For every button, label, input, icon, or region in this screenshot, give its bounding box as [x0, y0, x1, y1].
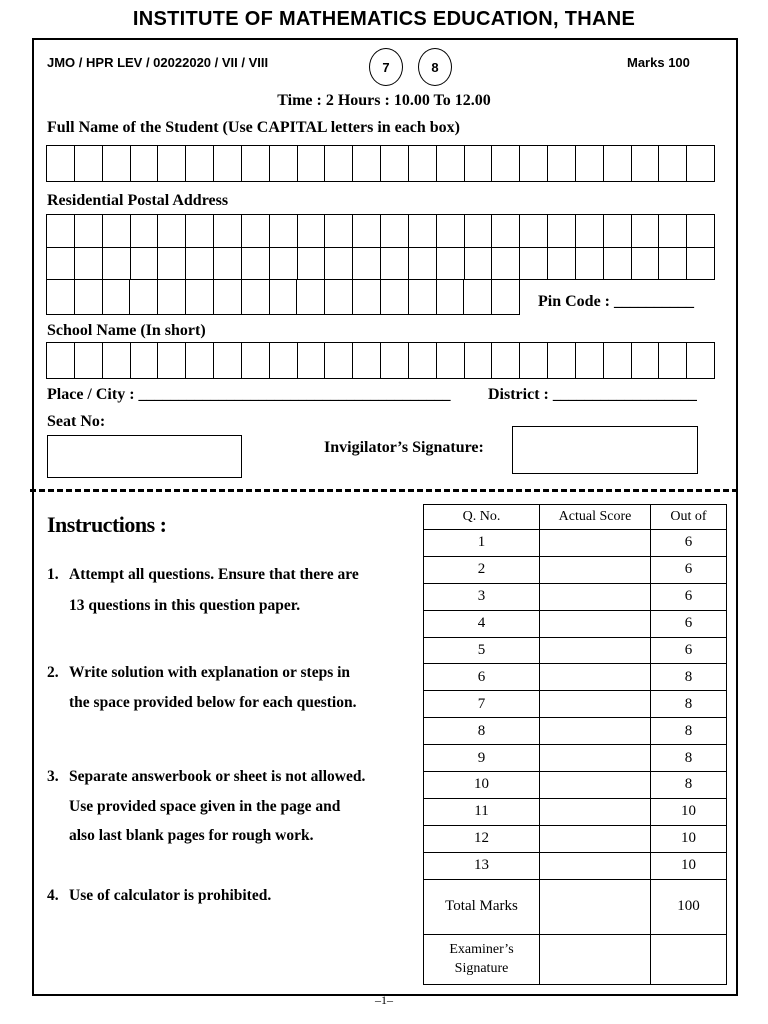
letter-box[interactable] [465, 146, 493, 182]
actual-score-cell[interactable] [540, 745, 651, 772]
actual-score-cell[interactable] [540, 852, 651, 879]
out-of-cell: 10 [651, 825, 727, 852]
letter-box[interactable] [548, 146, 576, 182]
letter-box[interactable] [214, 248, 242, 281]
out-of-cell: 6 [651, 556, 727, 583]
letter-box[interactable] [353, 248, 381, 281]
letter-box[interactable] [325, 343, 353, 379]
letter-box[interactable] [325, 146, 353, 182]
actual-score-cell[interactable] [540, 825, 651, 852]
letter-box[interactable] [270, 343, 298, 379]
table-row [424, 556, 727, 583]
instruction-1-line-1: Attempt all questions. Ensure that there are [69, 566, 359, 583]
letter-box[interactable] [270, 146, 298, 182]
letter-box[interactable] [548, 343, 576, 379]
letter-box[interactable] [242, 248, 270, 281]
q-no-cell: 13 [424, 852, 540, 879]
letter-box[interactable] [186, 146, 214, 182]
instruction-3-line-2: Use provided space given in the page and [69, 798, 341, 815]
letter-box[interactable] [47, 248, 75, 281]
letter-box[interactable] [158, 146, 186, 182]
letter-box[interactable] [437, 146, 465, 182]
q-no-cell: 2 [424, 556, 540, 583]
q-no-cell: 6 [424, 664, 540, 691]
examiner-label-line-1: Examiner’s [449, 942, 514, 958]
table-row [424, 691, 727, 718]
institute-title: INSTITUTE OF MATHEMATICS EDUCATION, THANE [132, 8, 636, 30]
letter-box[interactable] [270, 280, 298, 315]
letter-box[interactable] [492, 248, 520, 281]
letter-box[interactable] [381, 248, 409, 281]
letter-box[interactable] [298, 215, 326, 248]
std-circle-7: 7 [369, 48, 403, 86]
letter-box[interactable] [270, 215, 298, 248]
letter-box[interactable] [687, 343, 715, 379]
letter-box[interactable] [465, 343, 493, 379]
table-row [424, 852, 727, 879]
letter-box[interactable] [659, 343, 687, 379]
pin-code-field[interactable]: Pin Code : __________ [538, 293, 694, 310]
letter-box[interactable] [130, 280, 158, 315]
out-of-cell: 8 [651, 691, 727, 718]
letter-box[interactable] [103, 248, 131, 281]
instruction-3-line-1: Separate answerbook or sheet is not allowed. [69, 768, 366, 785]
letter-box[interactable] [687, 215, 715, 248]
letter-box[interactable] [381, 343, 409, 379]
letter-box[interactable] [576, 146, 604, 182]
letter-box[interactable] [604, 146, 632, 182]
letter-box[interactable] [298, 343, 326, 379]
examiner-row [424, 934, 727, 984]
letter-box[interactable] [131, 146, 159, 182]
out-of-cell: 6 [651, 610, 727, 637]
letter-box[interactable] [687, 248, 715, 281]
out-of-cell: 6 [651, 530, 727, 557]
out-of-cell: 8 [651, 718, 727, 745]
letter-box[interactable] [548, 248, 576, 281]
examiner-label-line-2: Signature [454, 961, 509, 977]
letter-box[interactable] [47, 343, 75, 379]
score-table [423, 504, 727, 985]
q-no-cell: 7 [424, 691, 540, 718]
table-row [424, 718, 727, 745]
letter-box[interactable] [353, 343, 381, 379]
letter-box[interactable] [632, 248, 660, 281]
letter-box[interactable] [131, 248, 159, 281]
total-row [424, 879, 727, 934]
letter-box[interactable] [298, 248, 326, 281]
actual-score-cell[interactable] [540, 610, 651, 637]
letter-box[interactable] [325, 280, 353, 315]
letter-box[interactable] [186, 215, 214, 248]
letter-box[interactable] [659, 215, 687, 248]
letter-box[interactable] [75, 215, 103, 248]
letter-box[interactable] [464, 280, 492, 315]
invigilator-label: Invigilator’s Signature: [324, 439, 484, 456]
letter-box[interactable] [270, 248, 298, 281]
letter-box[interactable] [214, 280, 242, 315]
out-of-cell: 10 [651, 852, 727, 879]
letter-box[interactable] [576, 248, 604, 281]
instructions-heading: Instructions : [47, 512, 167, 537]
exam-code: JMO / HPR LEV / 02022020 / VII / VIII [47, 55, 269, 70]
letter-box[interactable] [131, 215, 159, 248]
table-row [424, 637, 727, 664]
letter-box[interactable] [409, 280, 437, 315]
letter-box[interactable] [381, 280, 409, 315]
q-no-cell: 12 [424, 825, 540, 852]
place-city-field[interactable]: Place / City : _______________________________________ [47, 386, 451, 403]
letter-box[interactable] [186, 280, 214, 315]
letter-box[interactable] [298, 146, 326, 182]
letter-box[interactable] [492, 343, 520, 379]
full-name-boxes[interactable] [46, 145, 715, 182]
cut-line-divider [30, 489, 738, 492]
actual-score-cell[interactable] [540, 530, 651, 557]
letter-box[interactable] [75, 343, 103, 379]
school-label: School Name (In short) [47, 322, 206, 339]
letter-box[interactable] [576, 343, 604, 379]
letter-box[interactable] [103, 280, 131, 315]
letter-box[interactable] [158, 280, 186, 315]
table-row [424, 664, 727, 691]
q-no-cell: 4 [424, 610, 540, 637]
letter-box[interactable] [437, 343, 465, 379]
letter-box[interactable] [325, 248, 353, 281]
address-label: Residential Postal Address [47, 192, 229, 209]
letter-box[interactable] [492, 146, 520, 182]
letter-box[interactable] [353, 215, 381, 248]
page-number: –1– [375, 993, 393, 1007]
actual-score-cell[interactable] [540, 583, 651, 610]
letter-box[interactable] [437, 280, 465, 315]
letter-box[interactable] [214, 146, 242, 182]
letter-box[interactable] [604, 248, 632, 281]
q-no-cell: 10 [424, 772, 540, 799]
letter-box[interactable] [409, 146, 437, 182]
letter-box[interactable] [214, 343, 242, 379]
letter-box[interactable] [465, 215, 493, 248]
letter-box[interactable] [492, 215, 520, 248]
letter-box[interactable] [242, 343, 270, 379]
letter-box[interactable] [409, 343, 437, 379]
actual-score-cell[interactable] [540, 556, 651, 583]
table-row [424, 798, 727, 825]
examiner-signature-cell[interactable] [540, 934, 651, 984]
letter-box[interactable] [103, 215, 131, 248]
letter-box[interactable] [409, 248, 437, 281]
letter-box[interactable] [214, 215, 242, 248]
letter-box[interactable] [158, 215, 186, 248]
out-of-cell: 8 [651, 745, 727, 772]
instruction-1-num: 1. [47, 566, 59, 583]
out-of-cell: 6 [651, 637, 727, 664]
actual-score-cell[interactable] [540, 691, 651, 718]
letter-box[interactable] [242, 280, 270, 315]
letter-box[interactable] [548, 215, 576, 248]
invigilator-signature-box[interactable] [512, 426, 698, 474]
examiner-label-cell [424, 934, 540, 984]
seat-no-box[interactable] [47, 435, 242, 478]
letter-box[interactable] [632, 146, 660, 182]
school-name-boxes[interactable] [46, 342, 715, 379]
address-boxes-last[interactable] [46, 279, 520, 315]
q-no-cell: 9 [424, 745, 540, 772]
address-boxes-full[interactable] [46, 214, 715, 280]
q-no-cell: 11 [424, 798, 540, 825]
letter-box[interactable] [659, 248, 687, 281]
letter-box[interactable] [576, 215, 604, 248]
seat-no-label: Seat No: [47, 413, 106, 430]
letter-box[interactable] [381, 146, 409, 182]
letter-box[interactable] [409, 215, 437, 248]
header-q-no: Q. No. [424, 505, 540, 530]
std-circle-8: 8 [418, 48, 452, 86]
actual-score-cell[interactable] [540, 772, 651, 799]
letter-box[interactable] [520, 215, 548, 248]
total-out-of-cell: 100 [651, 879, 727, 934]
instruction-4-line-1: Use of calculator is prohibited. [69, 887, 272, 904]
total-actual-score-cell[interactable] [540, 879, 651, 934]
header-out-of: Out of [651, 505, 727, 530]
q-no-cell: 1 [424, 530, 540, 557]
out-of-cell: 10 [651, 798, 727, 825]
letter-box[interactable] [297, 280, 325, 315]
letter-box[interactable] [103, 343, 131, 379]
out-of-cell: 8 [651, 772, 727, 799]
letter-box[interactable] [75, 146, 103, 182]
letter-box[interactable] [492, 280, 520, 315]
letter-box[interactable] [325, 215, 353, 248]
actual-score-cell[interactable] [540, 637, 651, 664]
district-field[interactable]: District : __________________ [488, 386, 697, 403]
letter-box[interactable] [47, 146, 75, 182]
q-no-cell: 3 [424, 583, 540, 610]
letter-box[interactable] [75, 248, 103, 281]
header-actual-score: Actual Score [540, 505, 651, 530]
letter-box[interactable] [353, 146, 381, 182]
total-marks-label: Marks 100 [627, 55, 690, 70]
letter-box[interactable] [520, 146, 548, 182]
letter-box[interactable] [604, 343, 632, 379]
letter-box[interactable] [632, 215, 660, 248]
actual-score-cell[interactable] [540, 798, 651, 825]
out-of-cell: 6 [651, 583, 727, 610]
letter-box[interactable] [75, 280, 103, 315]
letter-box[interactable] [186, 248, 214, 281]
letter-box[interactable] [158, 248, 186, 281]
table-row [424, 825, 727, 852]
letter-box[interactable] [381, 215, 409, 248]
q-no-cell: 5 [424, 637, 540, 664]
letter-box[interactable] [103, 146, 131, 182]
letter-box[interactable] [465, 248, 493, 281]
instruction-2-line-2: the space provided below for each question. [69, 694, 357, 711]
table-row [424, 610, 727, 637]
letter-box[interactable] [131, 343, 159, 379]
letter-box[interactable] [353, 280, 381, 315]
out-of-cell: 8 [651, 664, 727, 691]
letter-box[interactable] [242, 146, 270, 182]
letter-box[interactable] [604, 215, 632, 248]
actual-score-cell[interactable] [540, 718, 651, 745]
q-no-cell: 8 [424, 718, 540, 745]
exam-time: Time : 2 Hours : 10.00 To 12.00 [277, 92, 491, 109]
letter-box[interactable] [437, 248, 465, 281]
table-row [424, 583, 727, 610]
instruction-4-num: 4. [47, 887, 59, 904]
instruction-3-num: 3. [47, 768, 59, 785]
letter-box[interactable] [186, 343, 214, 379]
instruction-3-line-3: also last blank pages for rough work. [69, 827, 314, 844]
table-row [424, 745, 727, 772]
score-table-header [424, 505, 727, 530]
actual-score-cell[interactable] [540, 664, 651, 691]
instruction-1-line-2: 13 questions in this question paper. [69, 597, 301, 614]
instruction-2-num: 2. [47, 664, 59, 681]
instruction-2-line-1: Write solution with explanation or steps in [69, 664, 351, 681]
letter-box[interactable] [158, 343, 186, 379]
table-row [424, 530, 727, 557]
letter-box[interactable] [687, 146, 715, 182]
examiner-signature-cell-2[interactable] [651, 934, 727, 984]
letter-box[interactable] [632, 343, 660, 379]
full-name-label: Full Name of the Student (Use CAPITAL letters in each box) [47, 119, 461, 136]
letter-box[interactable] [47, 280, 75, 315]
letter-box[interactable] [437, 215, 465, 248]
letter-box[interactable] [47, 215, 75, 248]
total-marks-label-cell: Total Marks [424, 879, 540, 934]
letter-box[interactable] [520, 343, 548, 379]
table-row [424, 772, 727, 799]
letter-box[interactable] [520, 248, 548, 281]
letter-box[interactable] [242, 215, 270, 248]
letter-box[interactable] [659, 146, 687, 182]
